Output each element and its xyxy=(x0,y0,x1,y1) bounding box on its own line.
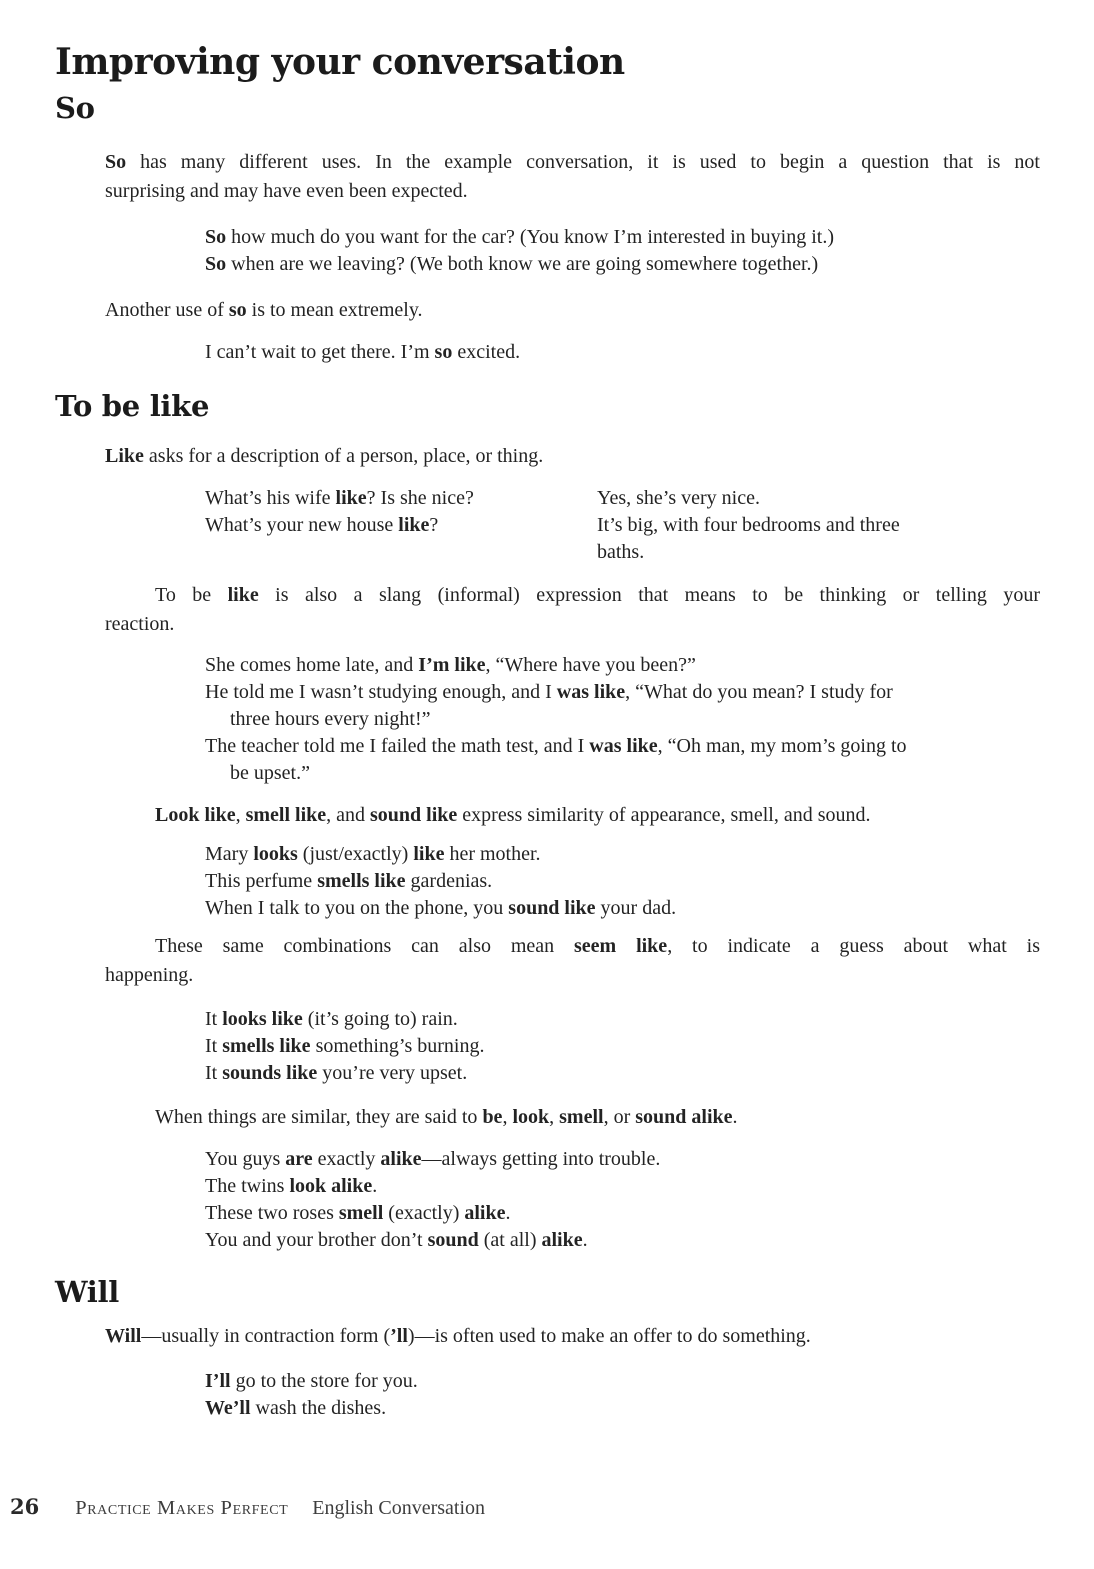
paragraph-line: Like asks for a description of a person, place, or thing. xyxy=(105,445,544,467)
example-line: The twins look alike. xyxy=(205,1175,378,1197)
seem-like-examples xyxy=(205,1006,920,1087)
example-line: I can’t wait to get there. I’m so excited. xyxy=(205,341,521,363)
paragraph-line: Look like, smell like, and sound like express similarity of appearance, smell, and sound. xyxy=(155,804,871,826)
paragraph-line: When things are similar, they are said to be, look, smell, or sound alike. xyxy=(155,1106,738,1128)
paragraph-line: So has many different uses. In the example conversation, it is used to begin a question that is not xyxy=(105,151,1040,173)
example-line: So how much do you want for the car? (You know I’m interested in buying it.) xyxy=(205,226,834,248)
paragraph-line: happening. xyxy=(105,964,194,986)
section-will xyxy=(55,1274,1040,1422)
will-examples xyxy=(205,1368,920,1422)
example-line: He told me I wasn’t studying enough, and I was like, “What do you mean? I study for three hours every night!” xyxy=(205,681,893,730)
page-title: Improving your conversation xyxy=(55,41,625,83)
paragraph-line: These same combinations can also mean seem like, to indicate a guess about what is xyxy=(155,935,1040,957)
paragraph-line: To be like is also a slang (informal) expression that means to be thinking or telling your xyxy=(155,584,1040,606)
like-intro-paragraph xyxy=(105,442,1040,471)
book-title: English Conversation xyxy=(312,1497,486,1519)
example-line: When I talk to you on the phone, you sound like your dad. xyxy=(205,897,677,919)
example-line: You guys are exactly alike—always getting into trouble. xyxy=(205,1148,661,1170)
paragraph-line: Will—usually in contraction form (’ll)—is often used to make an offer to do something. xyxy=(105,1325,811,1347)
example-line: Mary looks (just/exactly) like her mother. xyxy=(205,843,541,865)
series-title: Practice Makes Perfect xyxy=(75,1497,289,1519)
similarity-paragraph xyxy=(105,801,1040,830)
section-heading-so: So xyxy=(55,91,95,125)
seem-like-paragraph xyxy=(105,932,1040,990)
similarity-examples xyxy=(205,841,920,922)
example-line: These two roses smell (exactly) alike. xyxy=(205,1202,511,1224)
page-footer xyxy=(10,1494,485,1520)
like-slang-examples xyxy=(205,652,920,787)
paragraph-line: reaction. xyxy=(105,613,175,635)
alike-examples xyxy=(205,1146,920,1254)
so-another-use-paragraph xyxy=(105,296,1040,325)
section-so xyxy=(55,90,1040,366)
example-line: So when are we leaving? (We both know we are going somewhere together.) xyxy=(205,253,819,275)
qa-question: What’s your new house like? xyxy=(205,514,439,536)
example-line: I’ll go to the store for you. xyxy=(205,1370,418,1392)
paragraph-line: Another use of so is to mean extremely. xyxy=(105,299,423,321)
example-line: You and your brother don’t sound (at all) alike. xyxy=(205,1229,588,1251)
will-intro-paragraph xyxy=(105,1322,1040,1351)
qa-answer: It’s big, with four bedrooms and three baths. xyxy=(597,514,900,563)
so-question-examples xyxy=(205,224,920,278)
alike-paragraph xyxy=(105,1103,1040,1132)
qa-question: What’s his wife like? Is she nice? xyxy=(205,487,474,509)
section-to-be-like xyxy=(55,388,1040,1254)
qa-example-row xyxy=(205,485,920,512)
example-line: The teacher told me I failed the math test, and I was like, “Oh man, my mom’s going to be upset.” xyxy=(205,735,907,784)
like-question-answer-examples xyxy=(205,485,920,566)
section-heading-to-be-like: To be like xyxy=(55,389,210,423)
example-line: She comes home late, and I’m like, “Where have you been?” xyxy=(205,654,696,676)
example-line: We’ll wash the dishes. xyxy=(205,1397,387,1419)
like-slang-paragraph xyxy=(105,581,1040,639)
example-line: It looks like (it’s going to) rain. xyxy=(205,1008,458,1030)
example-line: It smells like something’s burning. xyxy=(205,1035,485,1057)
so-extremely-example xyxy=(205,339,920,366)
section-heading-will: Will xyxy=(55,1275,119,1309)
page-number: 26 xyxy=(10,1494,40,1519)
so-intro-paragraph xyxy=(105,148,1040,206)
paragraph-line: surprising and may have even been expected. xyxy=(105,180,468,202)
qa-example-row xyxy=(205,512,920,566)
example-line: It sounds like you’re very upset. xyxy=(205,1062,468,1084)
qa-answer: Yes, she’s very nice. xyxy=(597,487,760,509)
example-line: This perfume smells like gardenias. xyxy=(205,870,493,892)
